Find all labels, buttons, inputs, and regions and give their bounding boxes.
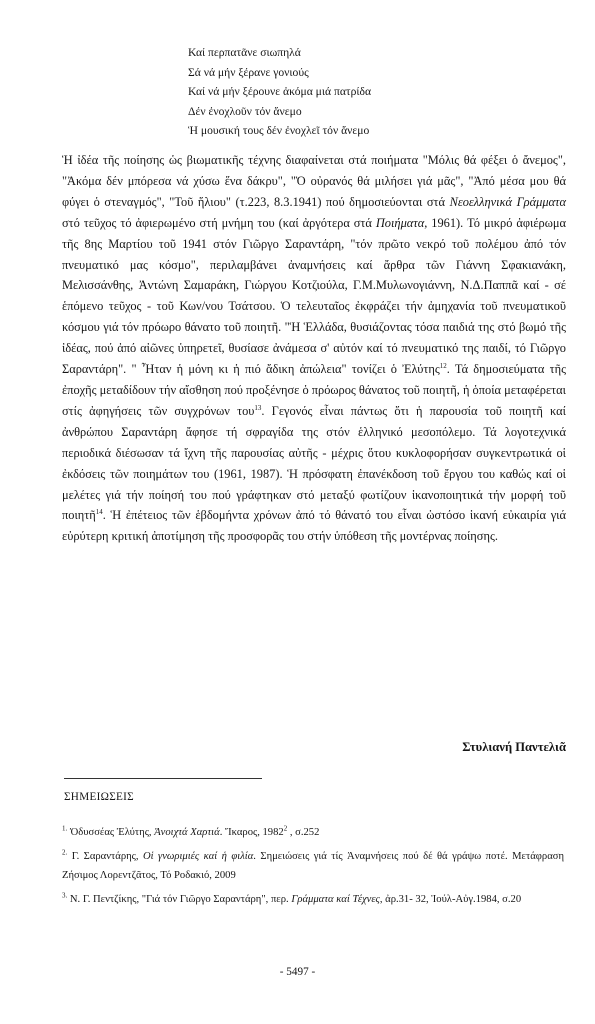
footnote-ref-14: 14 [95, 508, 103, 517]
footnote-text: Ν. Γ. Πεντζίκης, "Γιά τόν Γιῶργο Σαραντάρη", περ. [67, 894, 292, 905]
footnote-ref-13: 13 [254, 403, 262, 412]
poem-line: Καί περπατᾶνε σιωπηλά [188, 46, 301, 59]
footnote-text: . Ἴκαρος, 1982 [219, 827, 284, 838]
poem-line: Δέν ἐνοχλοῦν τόν ἄνεμο [188, 104, 302, 118]
footnote-2 [62, 848, 564, 885]
author-name: Στυλιανή Παντελιᾶ [462, 740, 566, 754]
poem-line: Ἡ μουσική τους δέν ἐνοχλεῖ τόν ἄνεμο [188, 124, 370, 138]
footnote-text: Ὀδυσσέας Ἐλύτης, [67, 827, 155, 838]
footnote-text: Γ. Σαραντάρης, [67, 851, 143, 862]
footnote-book-title: Οἱ γνωριμιές καί ἡ φιλία [142, 851, 254, 862]
footnote-journal-title: Γράμματα καί Τέχνες [291, 894, 380, 905]
journal-title: Νεοελληνικά Γράμματα [449, 194, 566, 209]
footnote-text: . Σημειώσεις γιά τίς Ἀναμνήσεις πού δέ θά γράψω ποτέ. Μετάφραση Ζήσιμος Λορεντζᾶτος, Τό Ροδακιό, 2009 [62, 851, 565, 881]
poem-excerpt [188, 43, 371, 141]
body-paragraph [62, 150, 566, 547]
footnote-number: 2. [62, 848, 68, 857]
notes-divider [64, 778, 262, 779]
page-number: - 5497 - [279, 966, 316, 978]
footnote-ref-12: 12 [439, 361, 447, 370]
footnote-text: , σ.252 [287, 827, 320, 838]
poem-line: Καί νά μήν ξέρουνε ἀκόμα μιά πατρίδα [188, 85, 372, 99]
body-text-segment: Ἡ ἰδέα τῆς ποίησης ὡς βιωματικῆς τέχνης διαφαίνεται στά ποιήματα "Μόλις θά φέξει ὁ ἄνεμος", "Ἀκόμα δέν μπόρεσα νά χύσω ἕνα δάκρυ", "Ὁ οὐρανός θά μιλήσει γιά μᾶς", "Ἀπό μέσα μου θά φύγει ὁ στεναγμός", "Τοῦ ἥλιου" (τ.223, 8.3.1941) πού δημοσιεύονται στά [62, 153, 566, 209]
footnote-3 [62, 891, 564, 910]
book-title: Ποιήματα [375, 215, 425, 230]
edition-superscript: 2 [283, 824, 288, 833]
footnote-1 [62, 824, 564, 843]
body-text-segment: . Τά δημοσιεύματα τῆς ἐποχῆς μεταδίδουν τήν αἴσθηση πού προξένησε ὁ πρόωρος θάνατος τοῦ ποιητῆ, ἡ ὁποία μεταφέρεται στίς ἀφηγήσεις τῶν συγχρόνων του [62, 362, 566, 418]
poem-line: Σά νά μήν ξέρανε γονιούς [188, 65, 309, 79]
notes-heading: ΣΗΜΕΙΩΣΕΙΣ [64, 791, 134, 803]
body-text-segment: , 1961). Τό μικρό ἀφιέρωμα τῆς 8ης Μαρτίου τοῦ 1941 στόν Γιῶργο Σαραντάρη, "τόν πρῶτο νεκρό τοῦ πολέμου ἀπό τόν πνευματικό μας κόσμο", περιλαμβάνει ἀναμνήσεις καί ἄρθρα τῶν Γιάννη Σφακιανάκη, Μελισσάνθης, Ἀντώνη Σαμαράκη, Γιώργου Κοτζιούλα, Γ.Μ.Μυλωνογιάννη, Ν.Δ.Παππᾶ καί - σέ ἑπόμενο τεῦχος - τοῦ Κων/νου Τσάτσου. Ὁ τελευταῖος ἐκφράζει τήν ἀμηχανία τοῦ πνευματικοῦ κόσμου γιά τόν πρόωρο θάνατο τοῦ ποιητῆ. "Ἡ Ἑλλάδα, θυσιάζοντας τόσα παιδιά της στό βωμό τῆς ἰδέας, πού ἀπό αἰῶνες ὑπηρετεῖ, θυσίασε ἀνάμεσα σ' αὐτόν καί τό πνευματικό της παιδί, τό Γιῶργο Σαραντάρη". " Ἦταν ἡ μόνη κι ἡ πιό ἄδικη ἀπώλεια" τονίζει ὁ Ἐλύτης [62, 215, 566, 377]
footnote-number: 3. [62, 891, 68, 900]
body-text-segment: . Ἡ ἐπέτειος τῶν ἑβδομήντα χρόνων ἀπό τό θάνατό του εἶναι ὡστόσο ἱκανή εὐκαιρία γιά εὐρύτερη κριτική ἀποτίμηση τῆς προσφορᾶς του στήν ὑπόθεση τῆς μοντέρνας ποίησης. [62, 508, 566, 544]
footnote-text: , ἀρ.31- 32, Ἰούλ-Αὐγ.1984, σ.20 [379, 894, 522, 905]
body-text-segment: στό τεῦχος τό ἀφιερωμένο στή μνήμη του (καί ἀργότερα στά [62, 215, 376, 230]
footnote-number: 1. [62, 824, 68, 833]
body-text-segment: . Γεγονός εἶναι πάντως ὅτι ἡ παρουσία τοῦ ποιητῆ καί ἀνθρώπου Σαραντάρη ἄφησε τή σφραγίδα της στόν ἑλληνικό μεσοπόλεμο. Τά λογοτεχνικά περιοδικά διέσωσαν τά ἴχνη τῆς παρουσίας αὐτῆς - μέχρις ὅτου κυκλοφορήσαν συγκεντρωτικά οἱ ἐκδόσεις τῶν ποιημάτων του (1961, 1987). Ἡ πρόσφατη ἐπανέκδοση τοῦ ἔργου του καθώς καί οἱ μελέτες γιά τήν ποίησή του πού γράφτηκαν στό μεταξύ φωτίζουν ἱκανοποιητικά τήν μορφή τοῦ ποιητῆ [62, 403, 566, 523]
footnote-book-title: Ἀνοιχτά Χαρτιά [154, 827, 220, 838]
